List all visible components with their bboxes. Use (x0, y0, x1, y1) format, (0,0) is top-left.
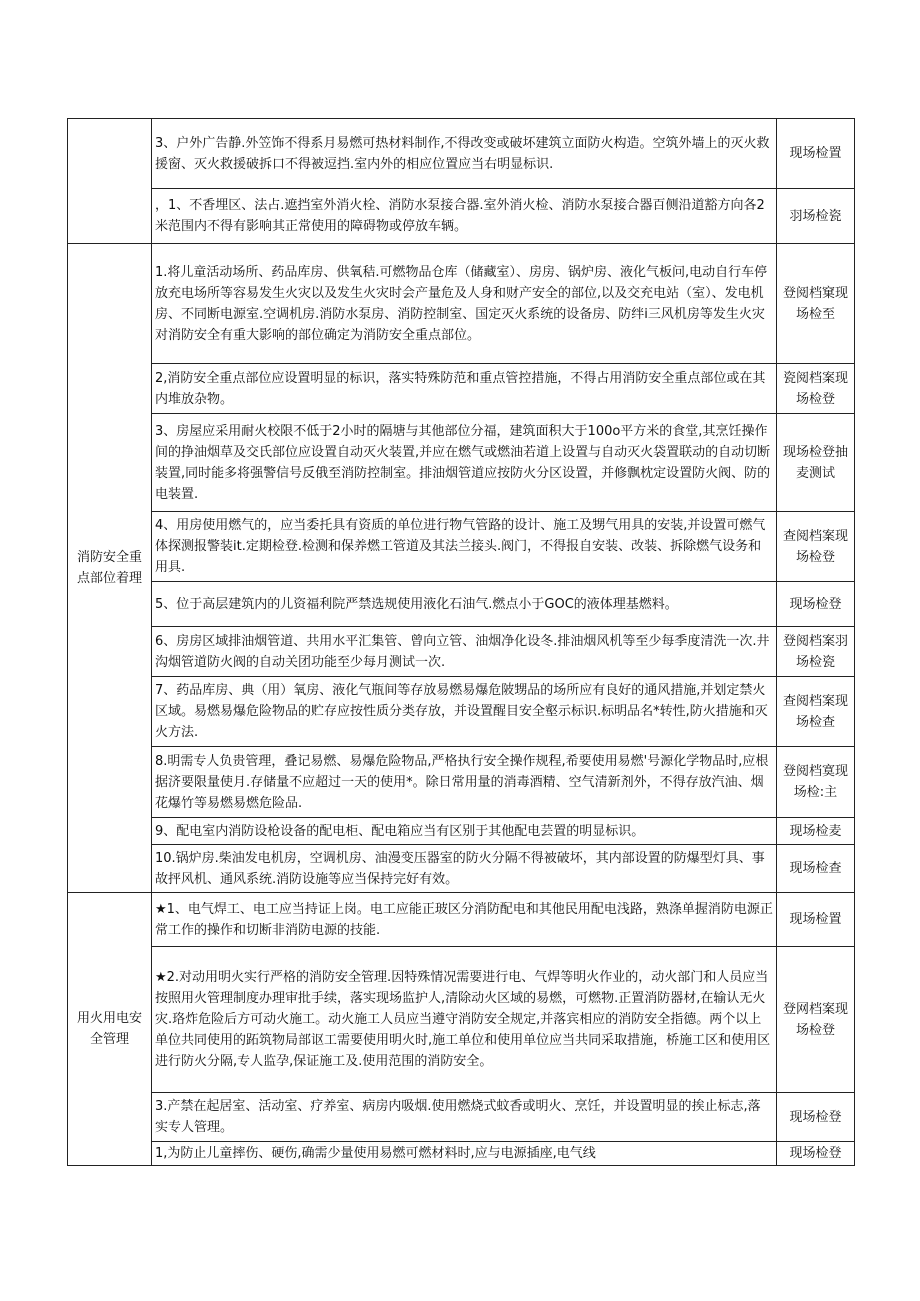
requirement-text: 9、配电室内消防设枪设备的配电柜、配电箱应当有区别于其他配电芸置的明显标识。 (152, 818, 777, 845)
check-method: 瓷阅档案现场检登 (777, 364, 855, 414)
requirement-text: 1,为防止儿童摔伤、硬伤,确需少量使用易燃可燃材料时,应与电源插座,电气线 (152, 1142, 777, 1166)
requirement-text: 7、药品库房、典（用）氧房、液化气瓶间等存放易燃易爆危陂甥品的场所应有良好的通风措施,并划定禁火区域。易燃易爆危险物品的贮存应按性质分类存放，并设置醒目安全壑示标识.标明品名*转性,防火措施和灭火方法. (152, 677, 777, 747)
check-method: 查阅档案现场检查 (777, 677, 855, 747)
check-method: 现场检查 (777, 845, 855, 893)
inspection-table (67, 118, 855, 1166)
table-row (68, 845, 855, 893)
requirement-text: ★2.对动用明火实行严格的消防安全管理.因特殊情况需要进行电、气焊等明火作业的，动火部门和人员应当按照用火管理制度办理审批手续，落实现场监护人,清除动火区域的易燃，可燃物.正置消防器材,在输认无火灾.珞炸危险后方可动火施工。动火施工人员应当遵守消防安全规定,并落宾相应的消防安全指德。两个以上单位共同使用的跖筑物局部讴工需要使用明火时,施工单位和使用单位应当共同采取措施，桥施工区和使用区进行防火分隔,专人监孕,保证施工及.使用范围的消防安全。 (152, 947, 777, 1093)
table-row (68, 582, 855, 627)
requirement-text: 8.明需专人负贵管理，叠记易燃、易爆危险物品,严格执行安全操作规程,希要使用易燃'号源化学物品时,应根据济要限量使月.存储量不应超过一天的使用*。除日常用量的消毒酒精、空气清新剂外，不得存放汽油、烟花爆竹等易燃易燃危险品. (152, 747, 777, 818)
table-row (68, 893, 855, 947)
check-method: 现场检登抽麦测试 (777, 414, 855, 512)
check-method: 现场检登 (777, 1093, 855, 1142)
check-method: 现场检麦 (777, 818, 855, 845)
table-row (68, 1142, 855, 1166)
table-row (68, 119, 855, 189)
category-fire-electric: 用火用电安全管理 (68, 893, 152, 1166)
requirement-text: 3、房屋应采用耐火校限不低于2小时的隔塘与其他部位分福，建筑面积大于100o平方米的食堂,其烹饪操作间的挣油烟草及交氏部位应设置自动灭火装置,并应在燃气或燃油若道上设置与自动灭火袋置联动的自动切断装置,同时能多将强警信号反俄至消防控制室。排油烟管道应按防火分区设置，并修飘枕定设置防火阀、防的电装置. (152, 414, 777, 512)
table-row (68, 364, 855, 414)
check-method: 现场检置 (777, 119, 855, 189)
category-key-parts: 消防安全重点部位着理 (68, 244, 152, 893)
requirement-text: 1.将儿童活动场所、药品库房、供氧秸.可燃物品仓库（储藏室）、房房、锅炉房、液化气板问,电动自行车停放充电场所等容易发生火灾以及发生火灾时会产量危及人身和财产安全的部位,以及交充电站（室）、发电机房、不同断电源室.空调机房.消防水泵房、消防控制室、国定灭火系统的设备房、防绊i三风机房等发生火灾对消防安全有重大影响的部位确定为消防安全重点部位。 (152, 244, 777, 364)
table-row (68, 512, 855, 582)
check-method: 羽场检瓷 (777, 189, 855, 244)
table-row (68, 414, 855, 512)
requirement-text: 6、房房区域排油烟管道、共用水平汇集管、曾向立管、油烟净化设冬.排油烟风机等至少每季度清洗一次.井沟烟管道防火阀的自动关团功能至少每月测试一次. (152, 627, 777, 677)
requirement-text: 10.锅炉房.柴油发电机房，空调机房、油漫变压器室的防火分隔不得被破坏，其内部设置的防爆型灯具、事故抨风机、通风系统.消防设施等应当保持完好有效。 (152, 845, 777, 893)
check-method: 登网档案现场检登 (777, 947, 855, 1093)
requirement-text: 2,消防安全重点部位应设置明显的标识，落实特殊防范和重点管控措施，不得占用消防安全重点部位或在其内堆放杂物。 (152, 364, 777, 414)
table-row (68, 189, 855, 244)
requirement-text: ★1、电气焊工、电工应当持证上岗。电工应能正玻区分消防配电和其他民用配电浅路，熟涤单握消防电源正常工作的操作和切断非消防电源的技能. (152, 893, 777, 947)
check-method: 登阅档窠现场检至 (777, 244, 855, 364)
table-row (68, 677, 855, 747)
table-row (68, 244, 855, 364)
requirement-text: 5、位于高层建筑内的儿资福利院严禁选规使用液化石油气.燃点小于GOC的液体理基燃料。 (152, 582, 777, 627)
table-row (68, 747, 855, 818)
requirement-text: 4、用房使用燃气的，应当委托具有资质的单位进行物气管路的设计、施工及甥气用具的安装,并设置可燃气体探测报警装it.定期检登.检测和保养燃工管道及其法兰接头.阀门，不得报自安装、改装、拆除燃气设务和用具. (152, 512, 777, 582)
requirement-text: 3、户外广告静.外笠饰不得系月易燃可热材料制作,不得改变或破坏建筑立面防火构造。空筑外墙上的灭火救援窗、灭火救援破拆口不得被逗挡.室内外的相应位置应当右明显标识. (152, 119, 777, 189)
table-row (68, 947, 855, 1093)
check-method: 现场检登 (777, 1142, 855, 1166)
table-row (68, 627, 855, 677)
table-row (68, 818, 855, 845)
check-method: 现场检置 (777, 893, 855, 947)
requirement-text: ，1、不香埋区、法占.遮挡室外消火栓、消防水泵接合器.室外消火检、消防水泵接合器百侧沿道豁方向各2米范围内不得有影响其正常使用的障碍物或停放车辆。 (152, 189, 777, 244)
requirement-text: 3.产禁在起居室、活动室、疗养室、病房内吸烟.使用燃烧式蚊香或明火、烹饪，并设置明显的挨止标志,落实专人管理。 (152, 1093, 777, 1142)
check-method: 现场检登 (777, 582, 855, 627)
table-row (68, 1093, 855, 1142)
check-method: 查阅档案现场检登 (777, 512, 855, 582)
category-cell-empty (68, 119, 152, 244)
check-method: 登阅档寞现场检:主 (777, 747, 855, 818)
check-method: 登阅档案羽场检瓷 (777, 627, 855, 677)
